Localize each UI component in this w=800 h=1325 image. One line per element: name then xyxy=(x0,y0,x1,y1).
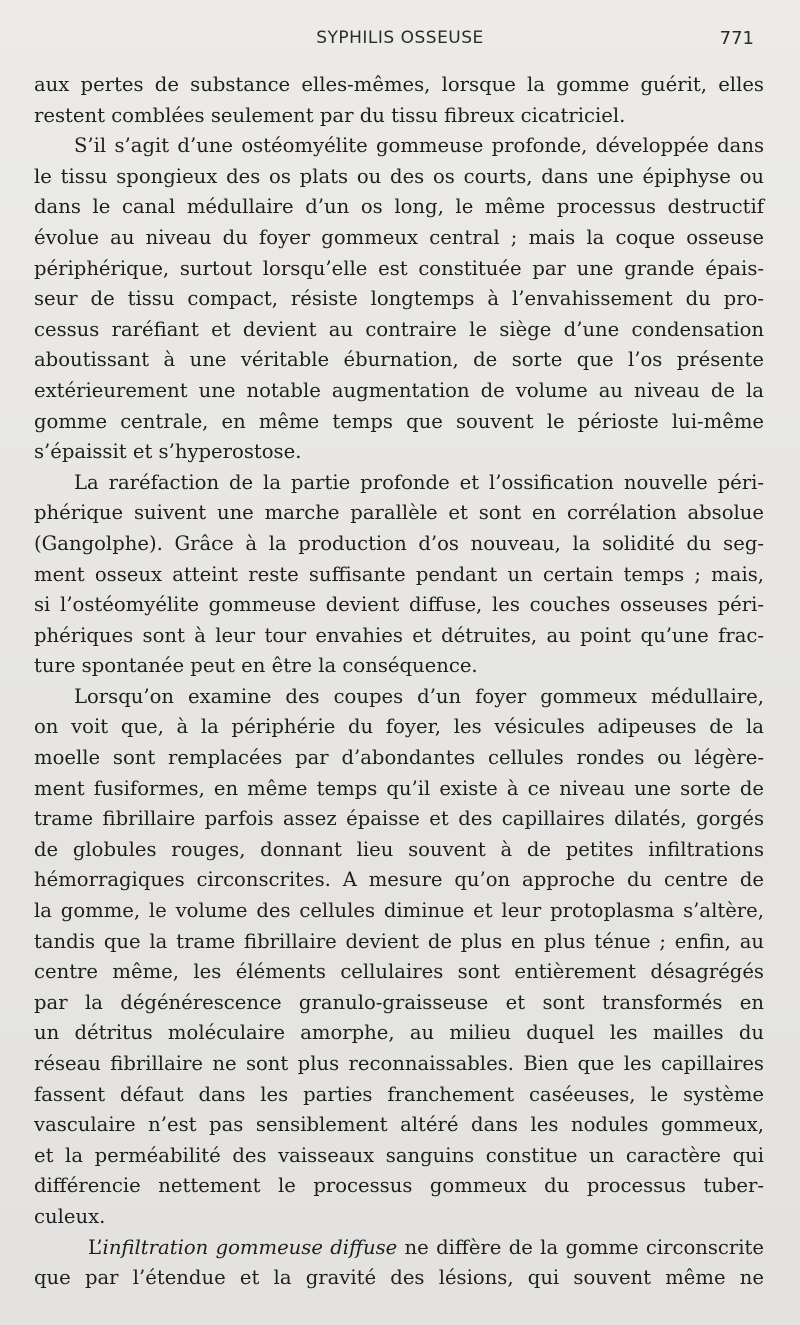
text-line: et la perméabilité des vaisseaux sanguins constitue un caractère qui xyxy=(34,1143,764,1167)
text-line: différencie nettement le processus gommeux du processus tuber- xyxy=(34,1174,764,1198)
text-line: périphérique, surtout lorsqu’elle est constituée par une grande épais- xyxy=(34,256,764,280)
text-line: évolue au niveau du foyer gommeux central ; mais la coque osseuse xyxy=(34,225,764,249)
text-line-final-paragraph-continued: que par l’étendue et la gravité des lésions, qui souvent même ne xyxy=(34,1266,764,1290)
text-line: cessus raréfiant et devient au contraire le siège d’une condensation xyxy=(34,317,764,341)
text-line: tandis que la trame fibrillaire devient de plus en plus ténue ; enfin, au xyxy=(34,929,764,953)
text-line: si l’ostéomyélite gommeuse devient diffuse, les couches osseuses péri- xyxy=(34,593,764,617)
running-header xyxy=(34,28,766,56)
text-line: gomme centrale, en même temps que souvent le périoste lui-même xyxy=(34,409,764,433)
page-number: 771 xyxy=(719,28,754,49)
text-line: Lorsqu’on examine des coupes d’un foyer gommeux médullaire, xyxy=(74,684,764,708)
text-line: on voit que, à la périphérie du foyer, les vésicules adipeuses de la xyxy=(34,715,764,739)
text-line: La raréfaction de la partie profonde et l’ossification nouvelle péri- xyxy=(74,470,764,494)
text-line: ment fusiformes, en même temps qu’il existe à ce niveau une sorte de xyxy=(34,776,764,800)
text-line: de globules rouges, donnant lieu souvent à de petites infiltrations xyxy=(34,837,764,861)
text-line: s’épaissit et s’hyperostose. xyxy=(34,440,302,464)
text-line: S’il s’agit d’une ostéomyélite gommeuse profonde, développée dans xyxy=(74,134,764,158)
paragraph-rest: ne diffère de la gomme circonscrite xyxy=(397,1235,764,1259)
text-line: la gomme, le volume des cellules diminue et leur protoplasma s’altère, xyxy=(34,899,764,923)
paragraph-prefix: L’ xyxy=(88,1235,103,1259)
italic-term: infiltration gommeuse diffuse xyxy=(102,1235,398,1259)
text-line: fassent défaut dans les parties franchement caséeuses, le système xyxy=(34,1082,764,1106)
text-line: ment osseux atteint reste suffisante pendant un certain temps ; mais, xyxy=(34,562,764,586)
text-line: phériques sont à leur tour envahies et détruites, au point qu’une frac- xyxy=(34,623,764,647)
text-line: phérique suivent une marche parallèle et sont en corrélation absolue xyxy=(34,501,764,525)
running-title: SYPHILIS OSSEUSE xyxy=(316,28,484,48)
text-line: aboutissant à une véritable éburnation, de sorte que l’os présente xyxy=(34,348,764,372)
text-line: dans le canal médullaire d’un os long, le même processus destructif xyxy=(34,195,764,219)
text-line: par la dégénérescence granulo-graisseuse et sont transformés en xyxy=(34,990,764,1014)
text-line: (Gangolphe). Grâce à la production d’os nouveau, la solidité du seg- xyxy=(34,531,764,555)
body-text xyxy=(34,70,764,1294)
text-line: trame fibrillaire parfois assez épaisse et des capillaires dilatés, gorgés xyxy=(34,807,764,831)
text-line: un détritus moléculaire amorphe, au milieu duquel les mailles du xyxy=(34,1021,764,1045)
text-line: seur de tissu compact, résiste longtemps à l’envahissement du pro- xyxy=(34,287,764,311)
text-line: extérieurement une notable augmentation de volume au niveau de la xyxy=(34,378,764,402)
text-line: vasculaire n’est pas sensiblement altéré dans les nodules gommeux, xyxy=(34,1113,764,1137)
text-line-final-paragraph-start xyxy=(34,1233,764,1264)
text-line: aux pertes de substance elles-mêmes, lorsque la gomme guérit, elles xyxy=(34,73,764,96)
text-line: le tissu spongieux des os plats ou des os courts, dans une épiphyse ou xyxy=(34,164,764,188)
text-line: moelle sont remplacées par d’abondantes cellules rondes ou légère- xyxy=(34,746,764,770)
text-line: hémorragiques circonscrites. A mesure qu’on approche du centre de xyxy=(34,868,764,892)
text-line: culeux. xyxy=(34,1204,106,1228)
text-line: centre même, les éléments cellulaires sont entièrement désagrégés xyxy=(34,960,764,984)
text-line: ture spontanée peut en être la conséquence. xyxy=(34,654,478,678)
text-line: réseau fibrillaire ne sont plus reconnaissables. Bien que les capillaires xyxy=(34,1052,764,1075)
text-line: restent comblées seulement par du tissu fibreux cicatriciel. xyxy=(34,103,626,127)
